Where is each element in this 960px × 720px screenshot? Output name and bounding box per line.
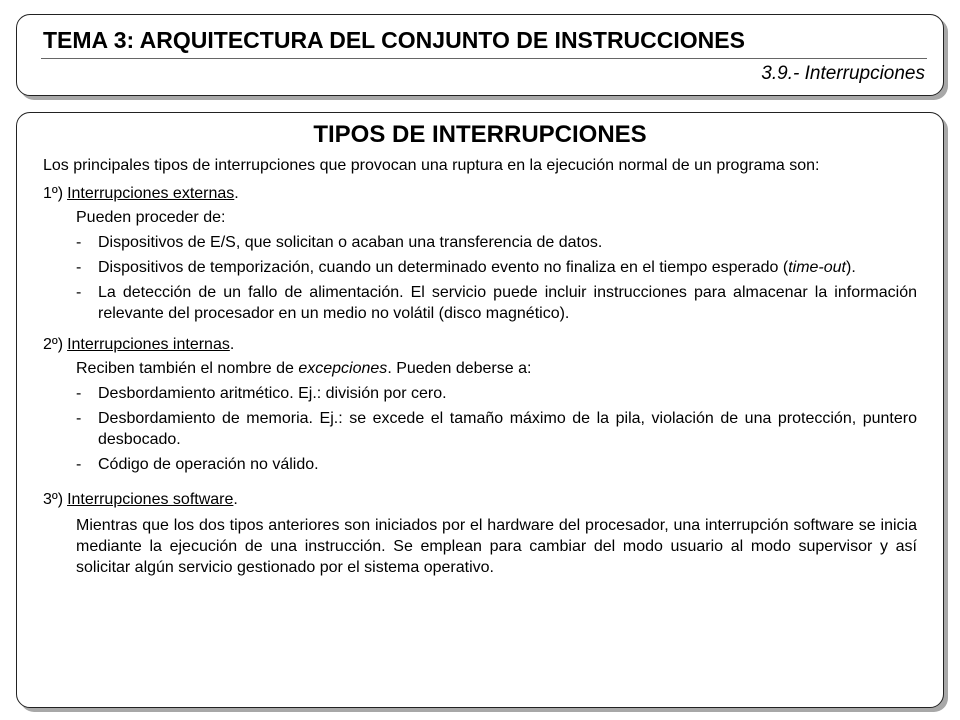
section-number: 1º) [43,185,64,202]
list-item-text-part: Dispositivos de temporización, cuando un determinado evento no finaliza en el tiempo esperado ( [98,259,789,276]
header-divider [41,58,927,59]
intro-paragraph: Los principales tipos de interrupciones que provocan una ruptura en la ejecución normal de un programa son: [43,157,820,174]
list-dash: - [76,234,82,251]
section-name: Interrupciones externas [67,185,235,202]
section-internal [43,334,917,475]
list-item [43,282,917,324]
section-software [43,489,917,578]
content-title: TIPOS DE INTERRUPCIONES [313,121,647,148]
list-item-text: Dispositivos de E/S, que solicitan o acaban una transferencia de datos. [98,234,603,251]
list-item-text [98,257,917,278]
italic-term: time-out [788,259,846,276]
list-dash: - [76,410,82,427]
section-number: 3º) [43,491,64,508]
section-heading [43,489,917,510]
list-item [43,257,917,278]
header-subtitle: 3.9.- Interrupciones [761,63,925,84]
header-title: TEMA 3: ARQUITECTURA DEL CONJUNTO DE INSTRUCCIONES [43,27,745,53]
header-panel [16,14,944,96]
list-item-text: Desbordamiento de memoria. Ej.: se excede el tamaño máximo de la pila, violación de una protección, puntero desbocado. [98,410,917,448]
list-item [43,408,917,450]
content-panel [16,112,944,708]
list-item-text: Desbordamiento aritmético. Ej.: división por cero. [98,385,447,402]
list-dash: - [76,284,82,301]
list-item-text: Código de operación no válido. [98,456,319,473]
section-external [43,183,917,324]
italic-term: excepciones [298,360,388,377]
section-period: . [234,185,239,202]
list-dash: - [76,385,82,402]
section-period: . [229,336,235,353]
list-item [43,232,917,253]
section-lead: Pueden proceder de: [76,209,226,226]
list-item-text-part: ). [845,259,856,276]
list-item [43,454,917,475]
list-item-text: La detección de un fallo de alimentación. El servicio puede incluir instrucciones para almacenar la información relevante del procesador en un medio no volátil (disco magnético). [98,284,917,322]
section-number: 2º) [43,336,64,353]
list-dash: - [76,259,82,276]
content-body [43,155,917,578]
list-item [43,383,917,404]
list-dash: - [76,456,82,473]
section-heading [43,183,917,204]
lead-text-part: Reciben también el nombre de [76,360,299,377]
section-name: Interrupciones software [67,491,234,508]
lead-text-part: . Pueden deberse a: [387,360,532,377]
section-paragraph: Mientras que los dos tipos anteriores son iniciados por el hardware del procesador, una interrupción software se inicia mediante la ejecución de una instrucción. Se emplean para cambiar del modo usuario al modo supervisor y así solicitar algún servicio gestionado por el sistema operativo. [76,517,917,576]
section-lead [43,358,917,379]
section-period: . [233,491,238,508]
section-heading [43,334,917,355]
section-name: Interrupciones internas [67,336,230,353]
